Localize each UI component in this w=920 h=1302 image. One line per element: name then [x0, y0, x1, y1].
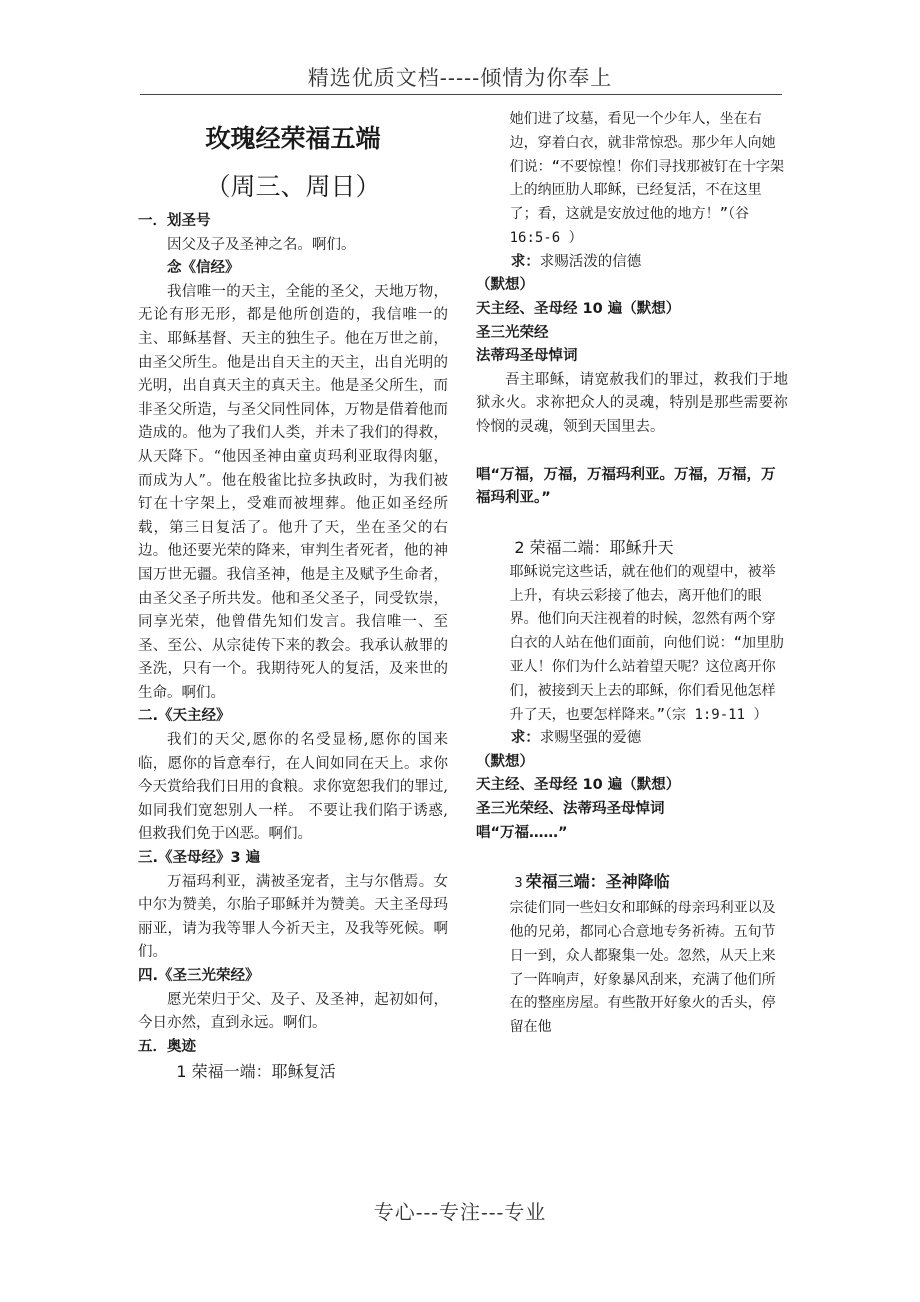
- glory-be-instruction: 圣三光荣经: [476, 324, 549, 341]
- contemplate-note: （默想）: [476, 753, 534, 770]
- section-glory-be-heading: 四.《圣三光荣经》: [138, 968, 260, 984]
- section-hail-mary-heading: 三.《圣母经》3 遍: [138, 850, 261, 867]
- left-column: [138, 108, 448, 1085]
- document-subtitle: （周三、周日）: [205, 172, 381, 201]
- spacer: [476, 440, 788, 464]
- fruit-text: 求赐活泼的信德: [539, 253, 642, 270]
- right-column: [476, 108, 788, 1040]
- mystery-1-scripture: 她们进了坟墓，看见一个少年人，坐在右边，穿着白衣，就非常惊恐。那少年人向她们说：“不要惊惶！你们寻找那被钉在十字架上的纳匝肋人耶稣，已经复活，不在这里了；看，这就是安放过他的地方！”（谷 16:5-6 ）: [509, 111, 785, 246]
- header-divider: [140, 94, 782, 95]
- spacer: [476, 845, 788, 869]
- fatima-text: 吾主耶稣，请宽赦我们的罪过，救我们于地狱永火。求祢把众人的灵魂，特别是那些需要祢怜悯的灵魂，领到天国里去。: [476, 371, 788, 435]
- fatima-heading: 法蒂玛圣母悼词: [476, 348, 578, 365]
- mystery-3-number: 3: [514, 876, 523, 892]
- fruit-label: 求：: [510, 253, 540, 270]
- decade-instruction: 天主经、圣母经 10 遍（默想）: [476, 300, 681, 317]
- creed-heading: 念《信经》: [167, 260, 240, 277]
- glory-fatima-instruction: 圣三光荣经、法蒂玛圣母悼词: [476, 801, 665, 818]
- sign-of-cross-text: 因父及子及圣神之名。啊们。: [167, 236, 356, 253]
- fruit-text: 求赐坚强的爱德: [539, 730, 642, 747]
- mystery-2-fruit: [476, 727, 788, 751]
- mystery-3-heading: [476, 869, 788, 897]
- mystery-2-scripture: 耶稣说完这些话，就在他们的观望中，被举上升，有块云彩接了他去，离开他们的眼界。他们向天注视着的时候，忽然有两个穿白衣的人站在他们面前，向他们说：“加里肋亚人！你们为什么站着望天呢？这位离开你们，被接到天上去的耶稣，你们看见他怎样升了天，也要怎样降来。”（宗 1:9-11 ）: [509, 563, 785, 723]
- section-mysteries-heading: 五．奥迹: [138, 1038, 196, 1055]
- spacer: [476, 511, 788, 535]
- mystery-3-title: 荣福三端：圣神降临: [525, 872, 670, 892]
- mystery-2-heading: 2 荣福二端：耶稣升天: [514, 537, 674, 557]
- sing-instruction-short: 唱“万福……”: [476, 824, 568, 841]
- decade-instruction: 天主经、圣母经 10 遍（默想）: [476, 777, 681, 794]
- section-sign-of-cross-heading: 一．划圣号: [138, 213, 211, 229]
- creed-text: 我信唯一的天主，全能的圣父，天地万物，无论有形无形，都是他所创造的，我信唯一的主、耶稣基督、天主的独生子。他在万世之前，由圣父所生。他是出自天主的天主，出自光明的光明，出自真天主的真天主。他是圣父所生，而非圣父所造，与圣父同性同体，万物是借着他而造成的。他为了我们人类，并未了我们的得救，从天降下。“他因圣神由童贞玛利亚取得肉躯，而成为人”。他在般雀比拉多执政时，为我们被钉在十字架上，受难而被埋葬。他正如圣经所载，第三日复活了。他升了天，坐在圣父的右边。他还要光荣的降来，审判生者死者，他的神国万世无疆。我信圣神，他是主及赋予生命者，由圣父圣子所共发。他和圣父圣子，同受钦崇，同享光荣，他曾借先知们发言。我信唯一、至圣、至公、从宗徒传下来的教会。我承认赦罪的圣洗，只有一个。我期待死人的复活，及来世的生命。啊们。: [138, 283, 448, 701]
- document-title: 玫瑰经荣福五端: [205, 124, 381, 153]
- mystery-1-fruit: [476, 251, 788, 275]
- sing-instruction: 唱“万福，万福，万福玛利亚。万福，万福，万福玛利亚。”: [476, 466, 776, 507]
- section-our-father-heading: 二.《天主经》: [138, 708, 231, 725]
- fruit-label: 求：: [510, 730, 540, 747]
- glory-be-text: 愿光荣归于父、及子、及圣神，起初如何，今日亦然，直到永远。啊们。: [138, 991, 448, 1032]
- page-footer: 专心---专注---专业: [373, 1200, 547, 1224]
- mystery-1-heading: 1 荣福一端：耶稣复活: [176, 1062, 336, 1082]
- contemplate-note: （默想）: [476, 277, 534, 294]
- hail-mary-text: 万福玛利亚，满被圣宠者，主与尔偕焉。女中尔为赞美，尔胎子耶稣并为赞美。天主圣母玛丽亚，请为我等罪人今祈天主，及我等死候。啊们。: [138, 873, 448, 961]
- page-header: 精选优质文档-----倾情为你奉上: [307, 66, 613, 90]
- mystery-3-scripture: 宗徒们同一些妇女和耶稣的母亲玛利亚以及他的兄弟，都同心合意地专务祈祷。五旬节日一到，众人都聚集一处。忽然，从天上来了一阵响声，好象暴风刮来，充满了他们所在的整座房屋。有些散开好象火的舌头，停留在他: [509, 900, 776, 1036]
- our-father-text: 我们的天父,愿你的名受显杨,愿你的国来临，愿你的旨意奉行，在人间如同在天上。求你今天赏给我们日用的食粮。求你宽恕我们的罪过,如同我们宽恕别人一样。 不要让我们陷于诱惑,但救我们免于凶恶。啊们。: [138, 732, 448, 843]
